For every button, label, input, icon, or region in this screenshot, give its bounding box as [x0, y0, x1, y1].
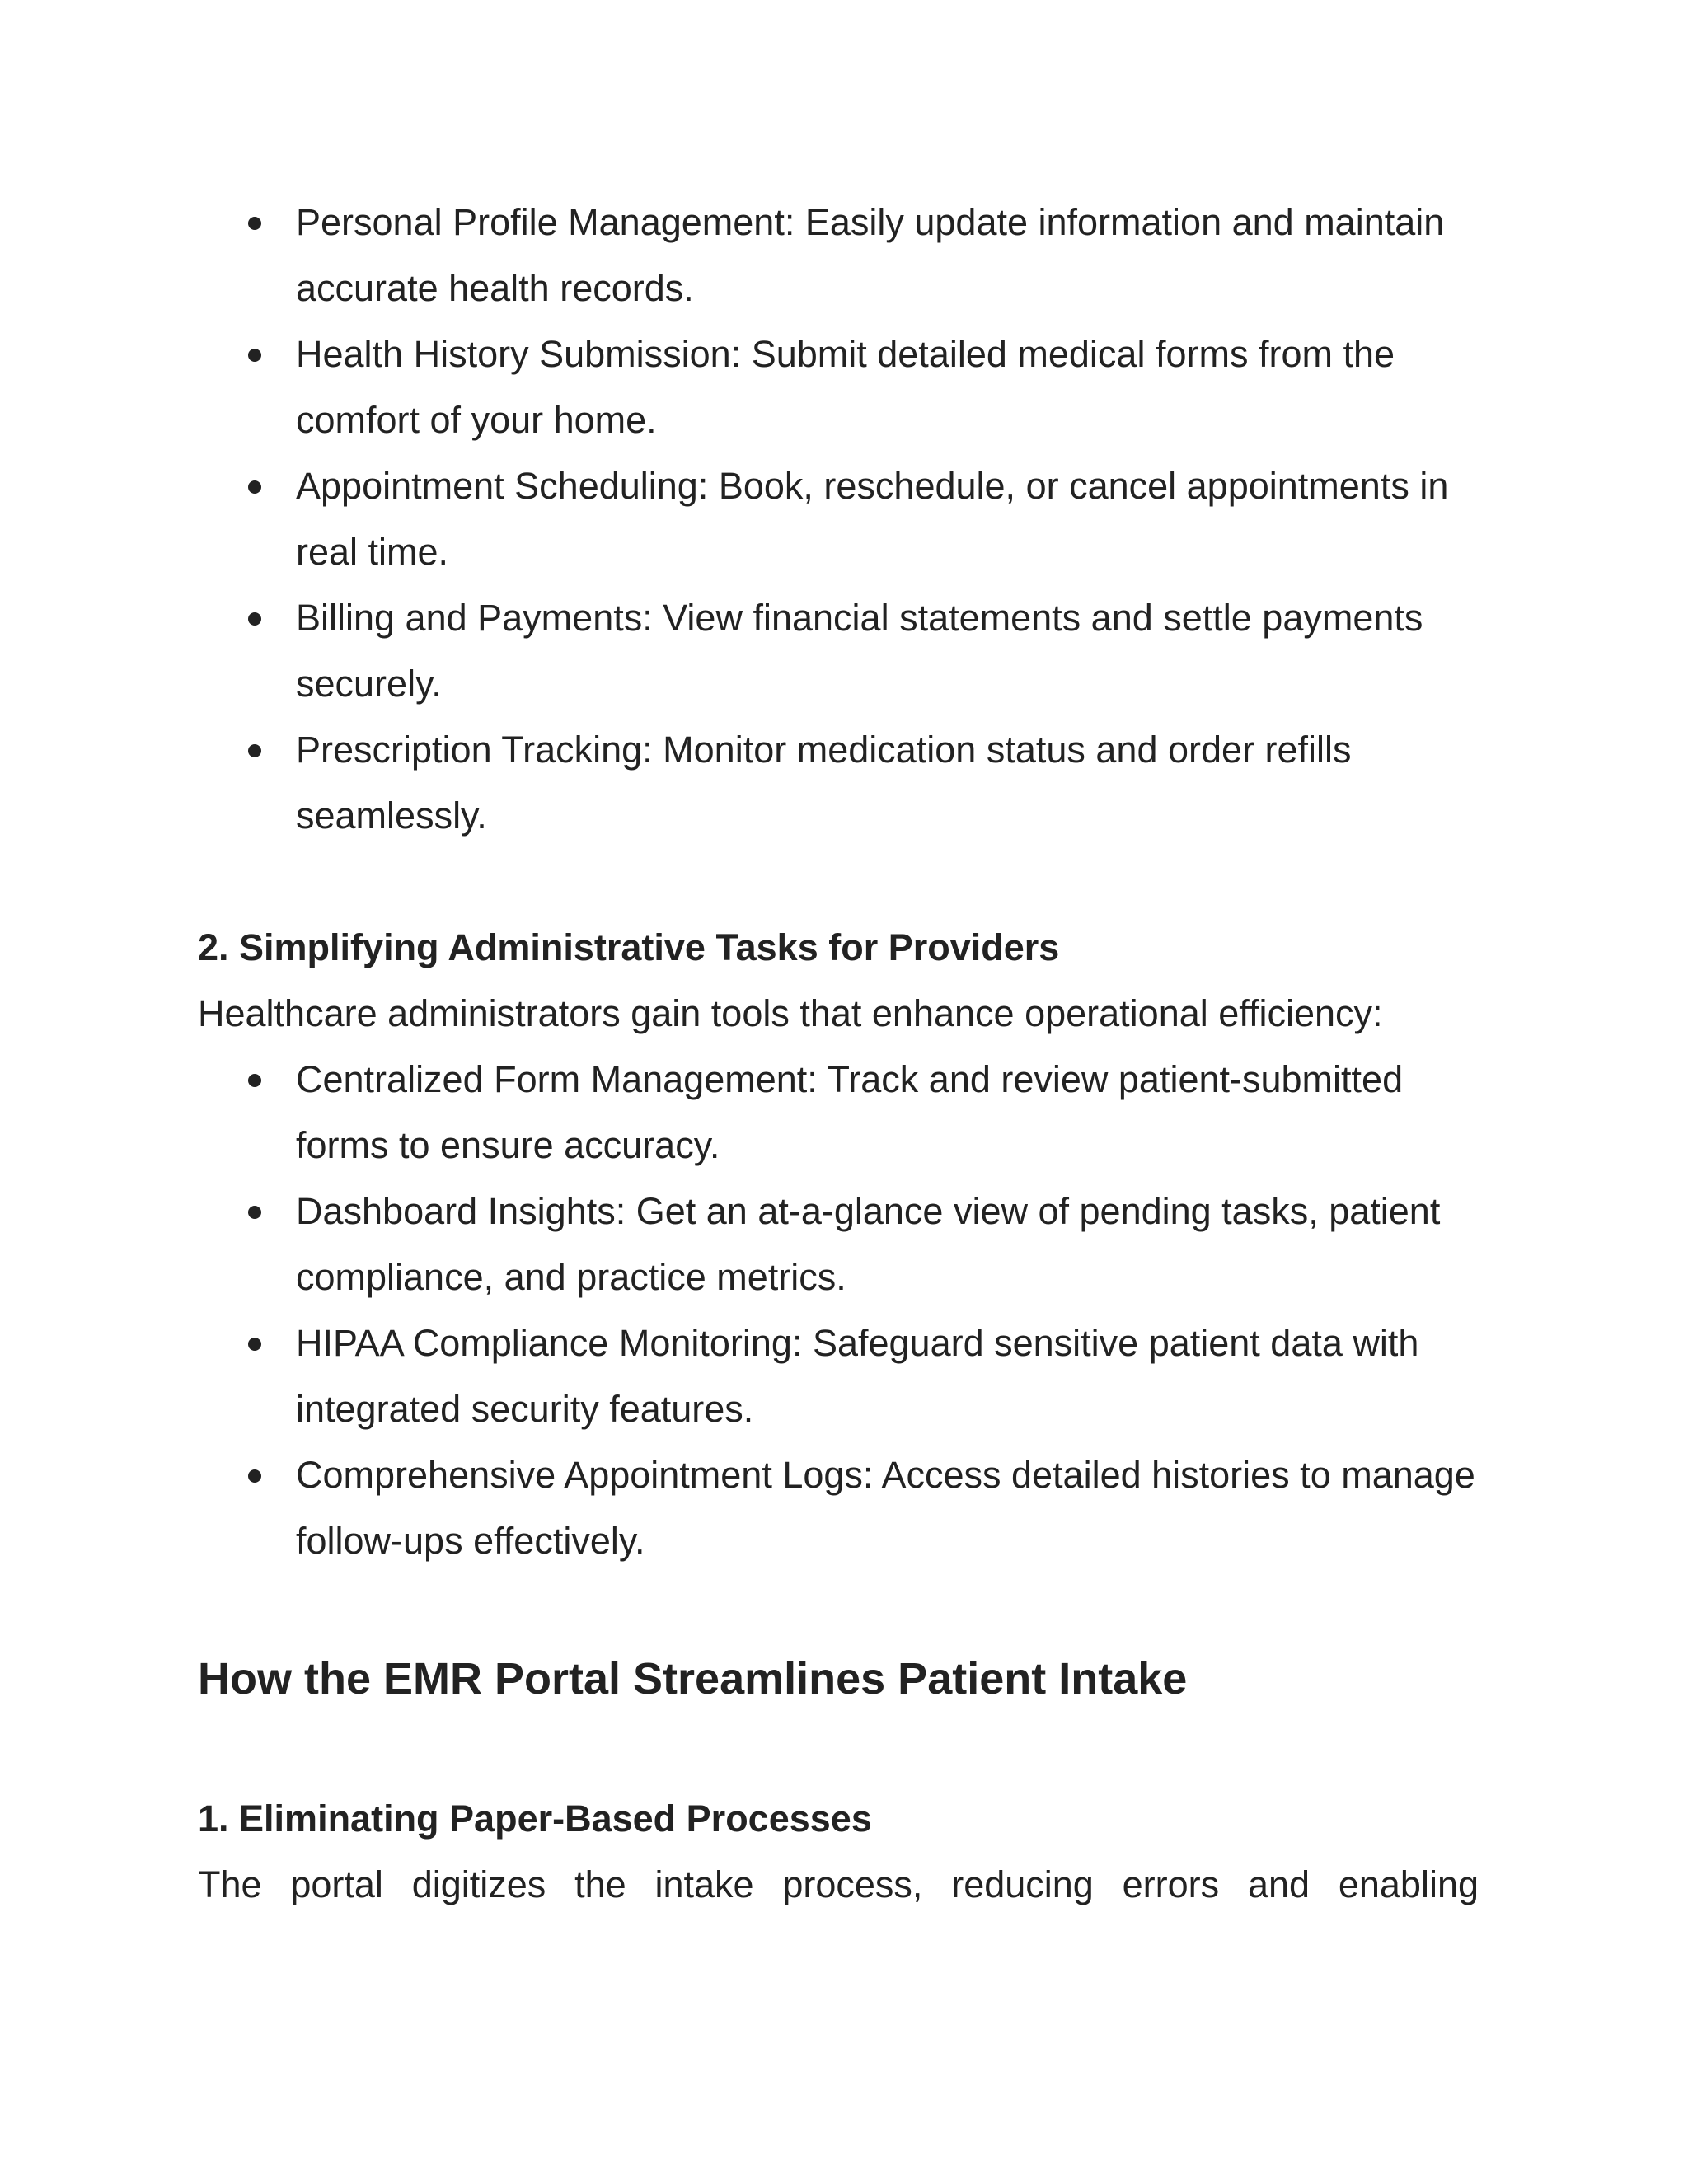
subheading-paper-processes: 1. Eliminating Paper-Based Processes [198, 1797, 872, 1840]
list-item-text: Comprehensive Appointment Logs: Access detailed histories to manage follow-ups effectively. [296, 1454, 1475, 1562]
section-heading-patient-intake: How the EMR Portal Streamlines Patient Intake [198, 1654, 1188, 1704]
list-item [198, 321, 1479, 453]
list-item-text: Prescription Tracking: Monitor medication status and order refills seamlessly. [296, 729, 1352, 837]
bullet-icon [248, 349, 261, 362]
list-item-text: Appointment Scheduling: Book, reschedule, or cancel appointments in real time. [296, 465, 1449, 573]
paragraph-admin-intro: Healthcare administrators gain tools that enhance operational efficiency: [198, 992, 1383, 1034]
list-item [198, 1310, 1479, 1442]
list-item [198, 1047, 1479, 1179]
list-item-text: Health History Submission: Submit detailed medical forms from the comfort of your home. [296, 333, 1395, 441]
bullet-icon [248, 217, 261, 230]
subheading-admin-tasks: 2. Simplifying Administrative Tasks for Providers [198, 926, 1060, 968]
list-item-text: Personal Profile Management: Easily update information and maintain accurate health records. [296, 201, 1445, 309]
bullet-icon [248, 1074, 261, 1087]
provider-features-list [198, 1047, 1479, 1574]
bullet-icon [248, 1338, 261, 1351]
list-item-text: HIPAA Compliance Monitoring: Safeguard sensitive patient data with integrated security features. [296, 1322, 1419, 1430]
list-item-text: Dashboard Insights: Get an at-a-glance view of pending tasks, patient compliance, and practice metrics. [296, 1190, 1441, 1298]
patient-features-list [198, 190, 1479, 849]
list-item [198, 190, 1479, 321]
bullet-icon [248, 480, 261, 494]
list-item-text: Centralized Form Management: Track and review patient-submitted forms to ensure accuracy. [296, 1058, 1404, 1166]
list-item [198, 453, 1479, 585]
bullet-icon [248, 612, 261, 626]
bullet-icon [248, 1469, 261, 1483]
paragraph-paper-processes: The portal digitizes the intake process, reducing errors and enabling [198, 1863, 1479, 1905]
bullet-icon [248, 1206, 261, 1219]
list-item-text: Billing and Payments: View financial statements and settle payments securely. [296, 597, 1423, 705]
bullet-icon [248, 744, 261, 757]
document-content [198, 190, 1479, 1918]
list-item [198, 585, 1479, 717]
list-item [198, 1442, 1479, 1574]
list-item [198, 717, 1479, 849]
list-item [198, 1179, 1479, 1310]
